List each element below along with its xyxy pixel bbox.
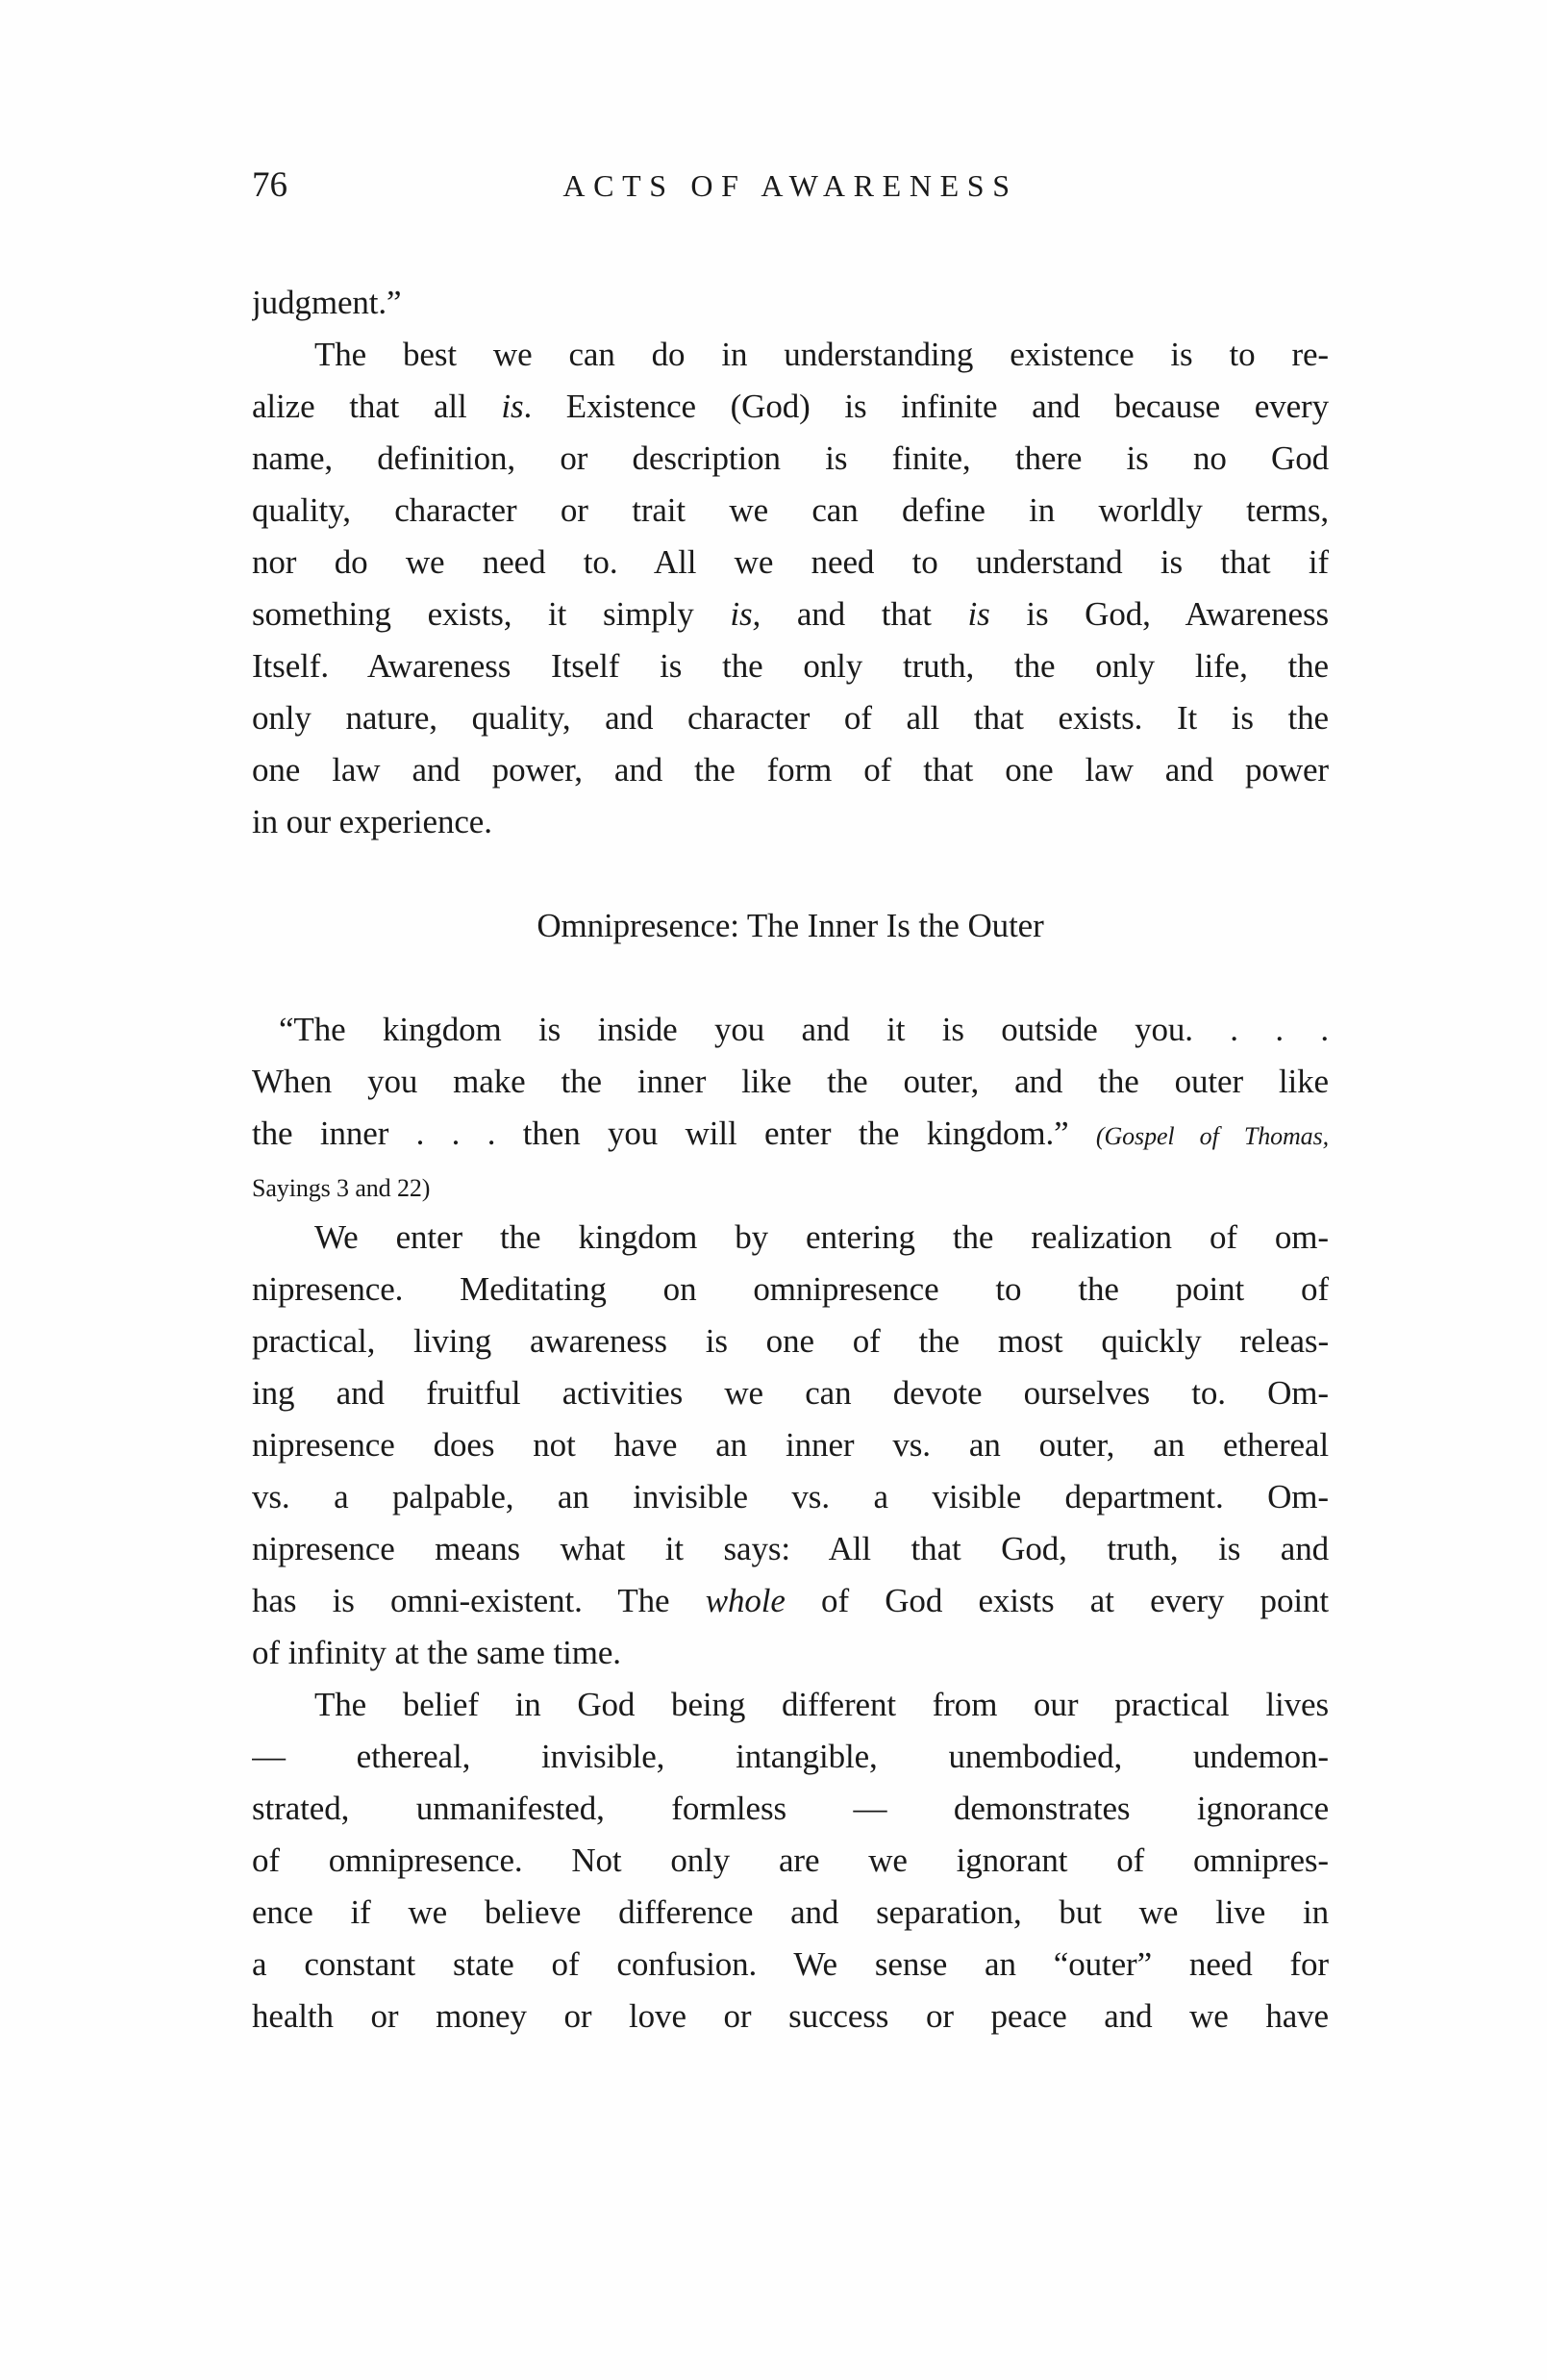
text-line: vs. a palpable, an invisible vs. a visible department. Om- — [252, 1478, 1329, 1516]
page-header — [252, 163, 1329, 208]
text-line: nipresence does not have an inner vs. an outer, an ethereal — [252, 1426, 1329, 1464]
text-line: The best we can do in understanding existence is to re- — [314, 336, 1329, 373]
text-line: ence if we believe difference and separation, but we live in — [252, 1893, 1329, 1931]
text-line: a constant state of confusion. We sense an “outer” need for — [252, 1945, 1329, 1983]
text-line: nipresence means what it says: All that God, truth, is and — [252, 1530, 1329, 1567]
text-line: quality, character or trait we can define in worldly terms, — [252, 491, 1329, 529]
running-title: ACTS OF AWARENESS — [562, 168, 1018, 203]
text-line: one law and power, and the form of that one law and power — [252, 751, 1329, 789]
text-line: “The kingdom is inside you and it is outside you. . . . — [279, 1011, 1329, 1048]
text-line: judgment.” — [252, 284, 402, 321]
text-line: When you make the inner like the outer, and the outer like — [252, 1063, 1329, 1100]
text-line: practical, living awareness is one of the most quickly releas- — [252, 1322, 1329, 1360]
text-line: something exists, it simply is, and that is is God, Awareness — [252, 595, 1329, 633]
text-line: in our experience. — [252, 803, 492, 840]
body-text — [252, 277, 1329, 2042]
text-line: The belief in God being different from our practical lives — [314, 1686, 1329, 1723]
text-line: of infinity at the same time. — [252, 1634, 621, 1671]
text-line: health or money or love or success or peace and we have — [252, 1997, 1329, 2035]
text-line: name, definition, or description is finite, there is no God — [252, 439, 1329, 477]
text-line: the inner . . . then you will enter the kingdom.” (Gospel of Thomas, — [252, 1115, 1329, 1152]
text-line: alize that all is. Existence (God) is infinite and because every — [252, 388, 1329, 425]
section-heading: Omnipresence: The Inner Is the Outer — [536, 907, 1044, 944]
page-number: 76 — [252, 165, 287, 205]
text-line: nor do we need to. All we need to understand is that if — [252, 543, 1329, 581]
text-line: We enter the kingdom by entering the realization of om- — [314, 1218, 1329, 1256]
text-line: strated, unmanifested, formless — demonstrates ignorance — [252, 1790, 1329, 1827]
blank-line — [252, 848, 1329, 900]
blank-line — [252, 952, 1329, 1004]
text-line: has is omni-existent. The whole of God exists at every point — [252, 1582, 1329, 1619]
text-line: nipresence. Meditating on omnipresence to the point of — [252, 1270, 1329, 1308]
text-line: — ethereal, invisible, intangible, unembodied, undemon- — [252, 1738, 1329, 1775]
text-line: ing and fruitful activities we can devote ourselves to. Om- — [252, 1374, 1329, 1412]
text-line: of omnipresence. Not only are we ignorant of omnipres- — [252, 1841, 1329, 1879]
text-line: Itself. Awareness Itself is the only truth, the only life, the — [252, 647, 1329, 685]
text-line: only nature, quality, and character of all that exists. It is the — [252, 699, 1329, 737]
text-line: Sayings 3 and 22) — [252, 1174, 431, 1202]
